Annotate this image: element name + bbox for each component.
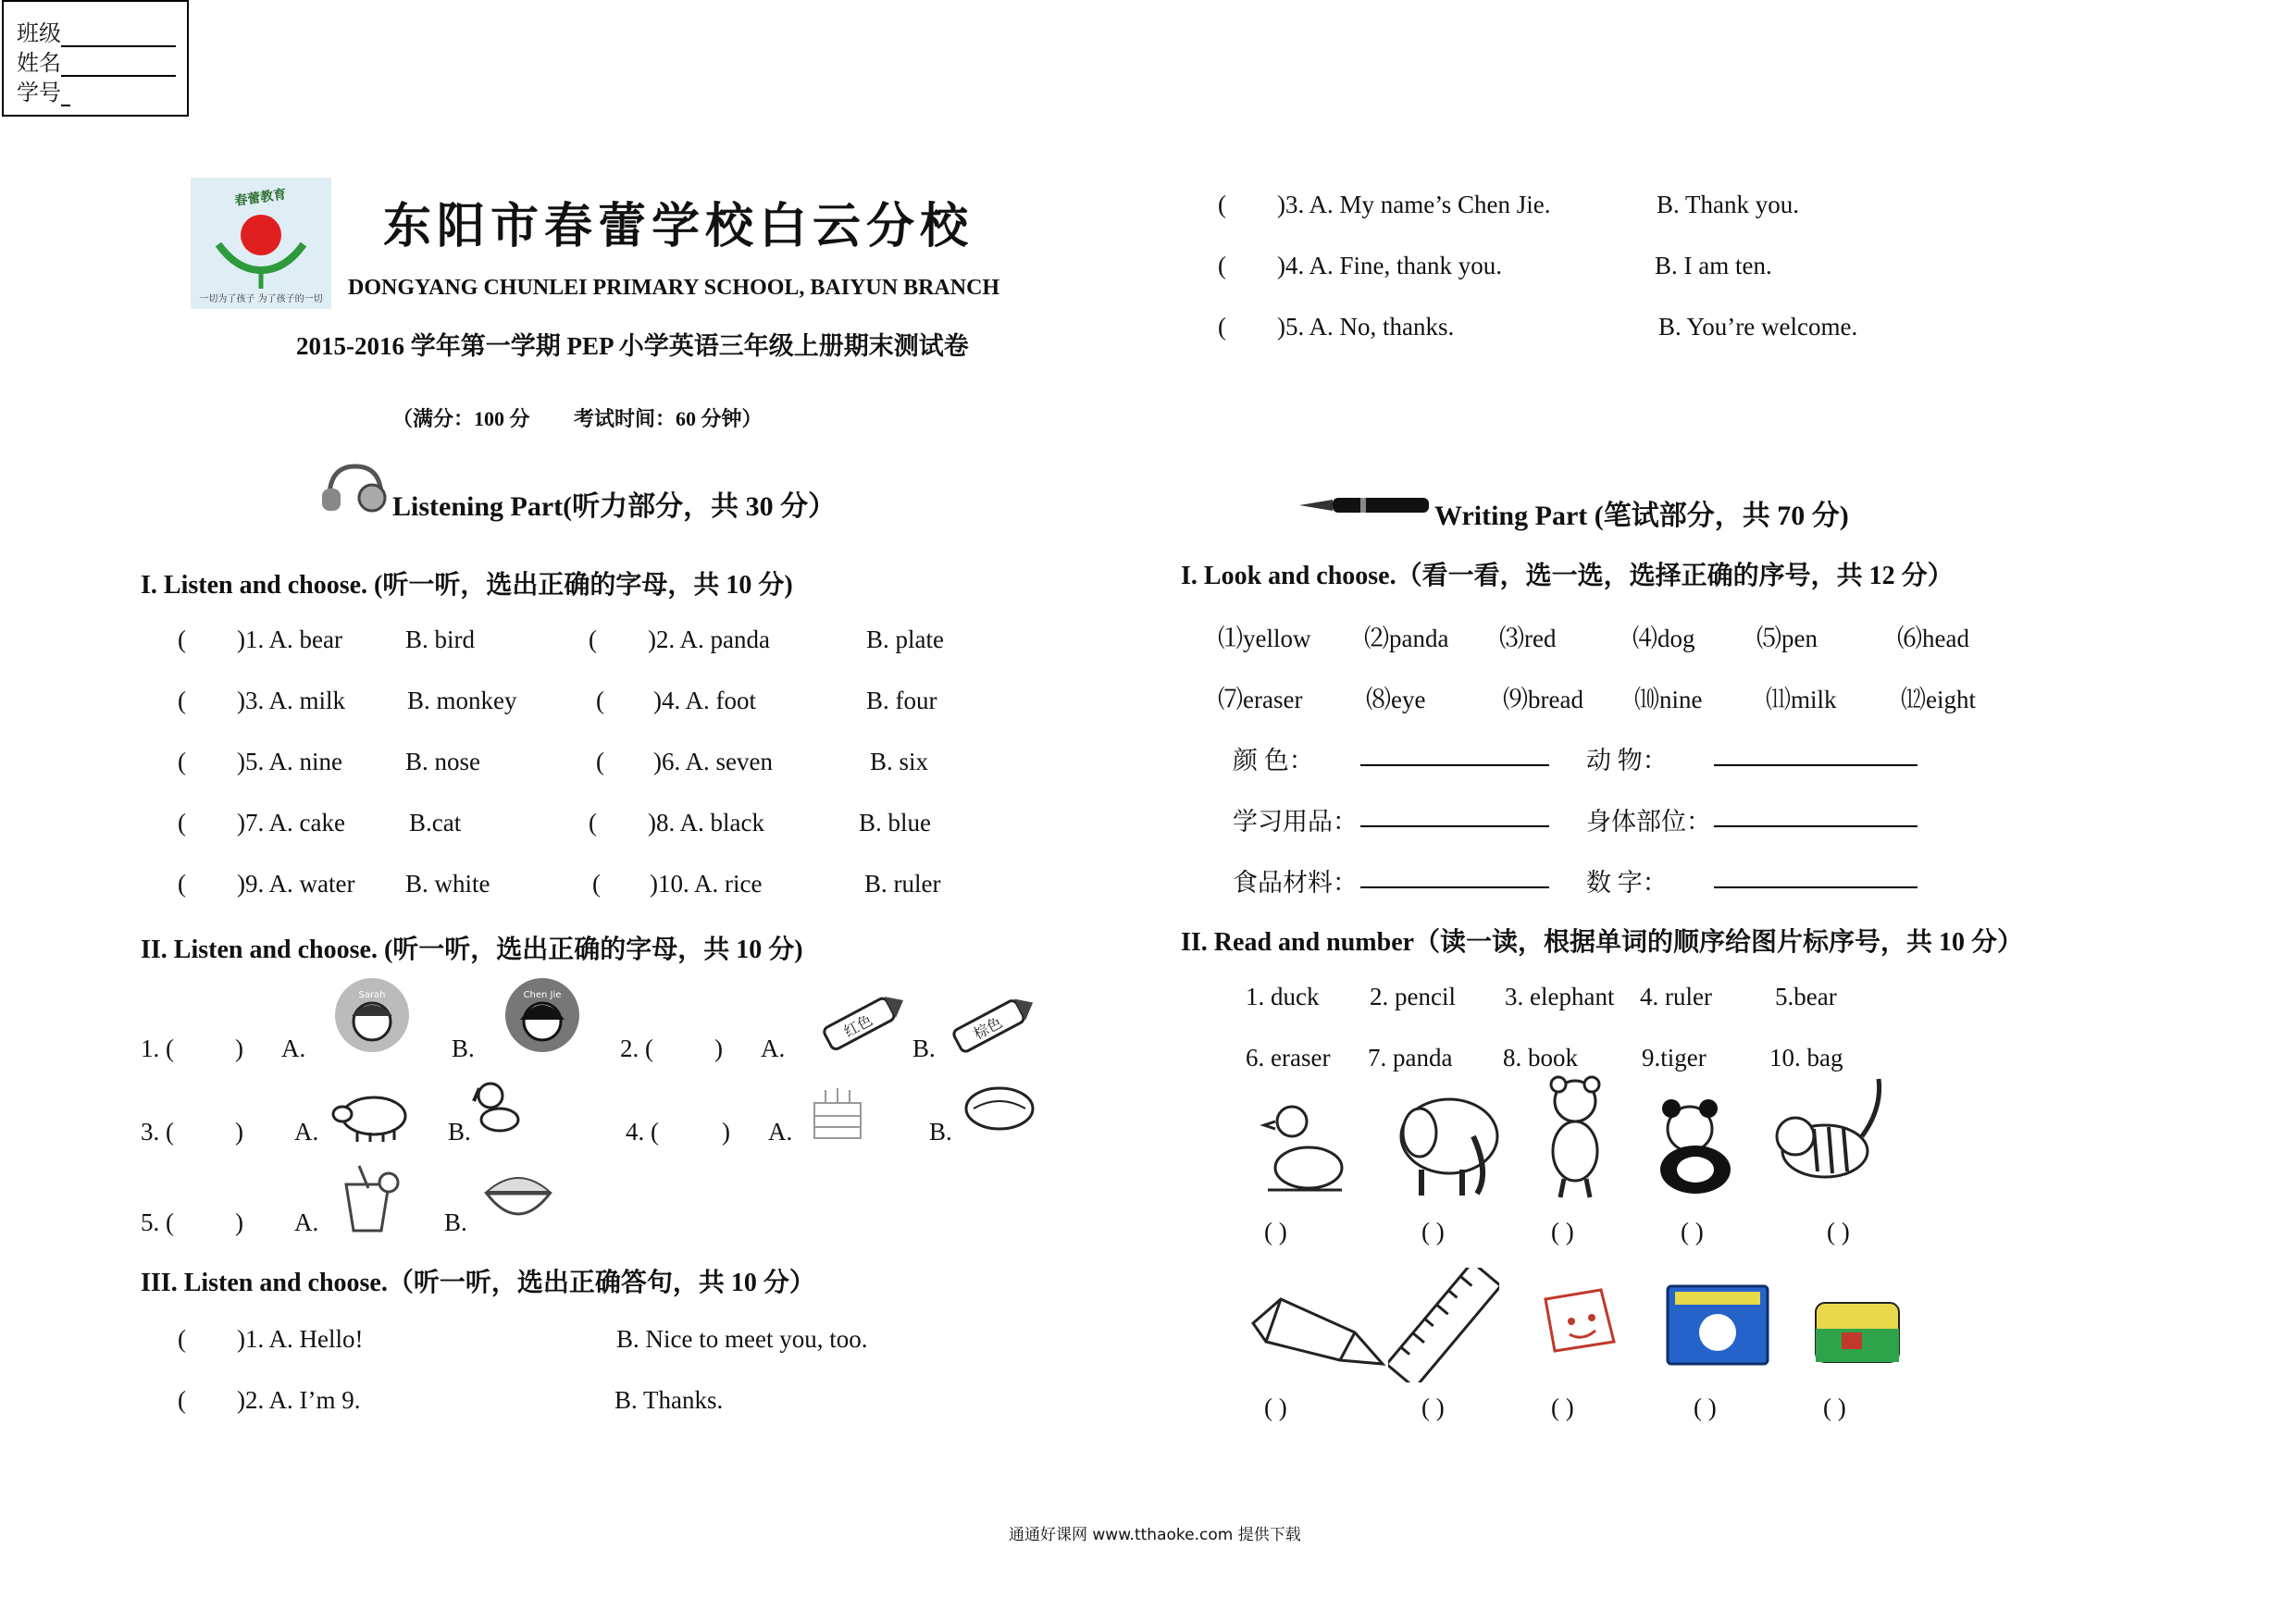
crayon-brown-text: 棕色 <box>970 1013 1006 1044</box>
crayon-red-text: 红色 <box>840 1010 875 1041</box>
s1-q1: )1. A. bear <box>237 626 342 653</box>
pig-picture <box>329 1088 413 1144</box>
paren-open: ( <box>178 687 186 714</box>
s3-q1-a: )1. A. Hello! <box>237 1325 364 1353</box>
word-2: ⑵panda <box>1364 625 1449 652</box>
s3-q1-b: B. Nice to meet you, too. <box>616 1325 868 1353</box>
s1-q2: )2. A. panda <box>648 626 770 653</box>
s2-q4-label: 4. ( <box>626 1118 659 1146</box>
s3-q2-b: B. Thanks. <box>614 1386 724 1414</box>
brown-crayon-picture <box>940 992 1044 1057</box>
writing-heading: Writing Part (笔试部分，共 70 分) <box>1434 501 1849 531</box>
class-field[interactable] <box>17 15 176 47</box>
s1-q4-b: B. four <box>866 687 937 714</box>
word-8: ⑻eye <box>1366 686 1426 713</box>
chen-jie-name-text: Chen Jie <box>523 990 562 1000</box>
paren-close: ) <box>235 1118 243 1146</box>
option-b: B. <box>912 1035 936 1062</box>
headphones-icon <box>320 461 391 514</box>
red-crayon-picture <box>811 990 912 1055</box>
option-a: A. <box>768 1118 793 1146</box>
pen-icon <box>1296 490 1431 520</box>
s3-q5-a: )5. A. No, thanks. <box>1277 313 1455 341</box>
number-word-8: 8. book <box>1503 1044 1578 1072</box>
option-a: A. <box>281 1035 306 1062</box>
category-school-label: 学习用品： <box>1233 808 1358 836</box>
paren-open: ( <box>178 870 186 898</box>
s1-q7: )7. A. cake <box>237 809 345 836</box>
option-b: B. <box>448 1118 471 1146</box>
school-name-en: DONGYANG CHUNLEI PRIMARY SCHOOL, BAIYUN BRANCH <box>348 276 1000 300</box>
ruler-picture <box>1388 1268 1499 1382</box>
s2-q2-label: 2. ( <box>620 1035 653 1062</box>
answer-paren[interactable]: ( ) <box>1264 1394 1287 1421</box>
s3-q3-a: )3. A. My name’s Chen Jie. <box>1277 191 1551 218</box>
bear-picture <box>1536 1072 1614 1201</box>
option-b: B. <box>444 1208 467 1236</box>
rice-picture <box>481 1168 555 1229</box>
time-info: 考试时间：60 分钟） <box>574 407 763 430</box>
juice-picture <box>335 1162 402 1234</box>
s1-q5: )5. A. nine <box>237 748 342 775</box>
student-info-box <box>2 0 189 117</box>
category-number-line[interactable] <box>1714 886 1917 888</box>
word-10: ⑽nine <box>1634 686 1703 713</box>
listening-s3-title: III. Listen and choose.（听一听，选出正确答句，共 10 分） <box>141 1269 815 1297</box>
score-info: （满分：100 分 <box>392 407 530 430</box>
paren-close: ) <box>235 1035 243 1062</box>
bread-picture <box>962 1084 1036 1133</box>
s2-q1-label: 1. ( <box>141 1035 174 1062</box>
category-animal-label: 动 物： <box>1586 747 1668 774</box>
s1-q3-b: B. monkey <box>407 687 517 714</box>
s1-q9: )9. A. water <box>237 870 355 898</box>
s3-q2-a: )2. A. I’m 9. <box>237 1386 361 1414</box>
paren-close: ) <box>722 1118 730 1146</box>
tiger-picture <box>1769 1072 1893 1194</box>
answer-paren[interactable]: ( ) <box>1827 1218 1850 1245</box>
paren-open: ( <box>589 809 597 836</box>
word-7: ⑺eraser <box>1218 686 1303 713</box>
logo-motto: 一切为了孩子 为了孩子的一切 <box>199 294 323 304</box>
answer-paren[interactable]: ( ) <box>1551 1394 1574 1421</box>
s3-q5-b: B. You’re welcome. <box>1658 313 1858 341</box>
word-6: ⑹head <box>1897 625 1969 652</box>
number-word-9: 9.tiger <box>1642 1044 1706 1072</box>
paren-open: ( <box>1218 191 1226 218</box>
paren-open: ( <box>178 1386 186 1414</box>
s1-q8-b: B. blue <box>859 809 931 836</box>
bag-picture <box>1810 1288 1905 1368</box>
answer-paren[interactable]: ( ) <box>1421 1394 1445 1421</box>
listening-heading: Listening Part(听力部分，共 30 分） <box>392 491 837 522</box>
number-word-6: 6. eraser <box>1246 1044 1331 1072</box>
category-color-line[interactable] <box>1360 764 1549 766</box>
option-a: A. <box>294 1118 319 1146</box>
paren-close: ) <box>235 1208 243 1236</box>
s1-q10-b: B. ruler <box>864 870 941 898</box>
paren-open: ( <box>596 687 604 714</box>
listening-s2-title: II. Listen and choose. (听一听，选出正确的字母，共 10 分) <box>141 935 803 964</box>
panda-picture <box>1644 1096 1747 1199</box>
chen-jie-picture <box>500 975 585 1055</box>
paren-open: ( <box>1218 252 1226 279</box>
word-12: ⑿eight <box>1901 686 1976 713</box>
duck-picture <box>1259 1090 1351 1201</box>
s1-q7-b: B.cat <box>409 809 462 836</box>
class-label: 班级 <box>17 22 61 46</box>
paren-open: ( <box>592 870 601 898</box>
paren-close: ) <box>714 1035 723 1062</box>
dog-picture <box>468 1079 524 1138</box>
word-11: ⑾milk <box>1766 686 1837 713</box>
s1-q5-b: B. nose <box>405 748 480 775</box>
number-word-1: 1. duck <box>1246 983 1320 1010</box>
number-word-10: 10. bag <box>1769 1044 1843 1072</box>
number-word-3: 3. elephant <box>1505 983 1615 1010</box>
exam-title: 2015-2016 学年第一学期 PEP 小学英语三年级上册期末测试卷 <box>296 332 969 360</box>
answer-paren[interactable]: ( ) <box>1551 1218 1574 1245</box>
s2-q5-label: 5. ( <box>141 1208 174 1236</box>
s3-q4-a: )4. A. Fine, thank you. <box>1277 252 1502 279</box>
answer-paren[interactable]: ( ) <box>1823 1394 1846 1421</box>
s1-q2-b: B. plate <box>866 626 944 653</box>
listening-s1-title: I. Listen and choose. (听一听，选出正确的字母，共 10 分) <box>141 571 793 600</box>
word-1: ⑴yellow <box>1218 625 1311 652</box>
sarah-name-text: Sarah <box>358 990 386 1000</box>
number-label: 学号 <box>17 81 61 105</box>
category-food-label: 食品材料： <box>1233 869 1358 897</box>
s1-q10: )10. A. rice <box>650 870 763 898</box>
answer-paren[interactable]: ( ) <box>1681 1218 1704 1245</box>
answer-paren[interactable]: ( ) <box>1694 1394 1717 1421</box>
category-animal-line[interactable] <box>1714 764 1917 766</box>
book-picture <box>1660 1281 1775 1369</box>
number-word-4: 4. ruler <box>1640 983 1712 1010</box>
number-field[interactable] <box>17 74 70 106</box>
category-body-line[interactable] <box>1714 825 1917 827</box>
paren-open: ( <box>178 748 186 775</box>
paren-open: ( <box>178 1325 186 1353</box>
s3-q4-b: B. I am ten. <box>1655 252 1772 279</box>
option-b: B. <box>452 1035 475 1062</box>
option-a: A. <box>761 1035 786 1062</box>
s3-q3-b: B. Thank you. <box>1657 191 1799 218</box>
answer-paren[interactable]: ( ) <box>1421 1218 1445 1245</box>
s1-q8: )8. A. black <box>648 809 764 836</box>
eraser-picture <box>1518 1277 1638 1377</box>
paren-open: ( <box>589 626 597 653</box>
category-number-label: 数 字： <box>1586 869 1668 897</box>
cake-picture <box>805 1077 870 1144</box>
logo-top-text: 春蕾教育 <box>233 187 288 209</box>
school-name-cn: 东阳市春蕾学校白云分校 <box>383 198 974 254</box>
option-b: B. <box>929 1118 952 1146</box>
category-food-line[interactable] <box>1360 886 1549 888</box>
paren-open: ( <box>178 809 186 836</box>
s1-q1-b: B. bird <box>405 626 476 653</box>
s1-q9-b: B. white <box>405 870 490 898</box>
word-9: ⑼bread <box>1503 686 1583 713</box>
word-4: ⑷dog <box>1632 625 1695 652</box>
name-label: 姓名 <box>17 52 61 76</box>
number-word-5: 5.bear <box>1775 983 1837 1010</box>
answer-paren[interactable]: ( ) <box>1264 1218 1287 1245</box>
paren-open: ( <box>178 626 186 653</box>
s1-q4: )4. A. foot <box>653 687 756 714</box>
number-word-2: 2. pencil <box>1370 983 1456 1010</box>
footer-text: 通通好课网 www.tthaoke.com 提供下载 <box>1009 1526 1301 1544</box>
category-school-line[interactable] <box>1360 825 1549 827</box>
pencil-picture <box>1244 1286 1388 1379</box>
s1-q6: )6. A. seven <box>653 748 773 775</box>
sarah-picture <box>329 975 415 1055</box>
s1-q6-b: B. six <box>870 748 929 775</box>
word-5: ⑸pen <box>1756 625 1818 652</box>
paren-open: ( <box>1218 313 1226 341</box>
writing-s2-title: II. Read and number（读一读，根据单词的顺序给图片标序号，共 10 分） <box>1181 928 2024 957</box>
s2-q3-label: 3. ( <box>141 1118 174 1146</box>
paren-open: ( <box>596 748 604 775</box>
school-logo <box>191 178 331 309</box>
writing-s1-title: I. Look and choose.（看一看，选一选，选择正确的序号，共 12 分） <box>1181 562 1954 590</box>
category-body-label: 身体部位： <box>1586 808 1711 836</box>
category-color-label: 颜 色： <box>1233 747 1314 774</box>
elephant-picture <box>1388 1081 1514 1201</box>
s1-q3: )3. A. milk <box>237 687 346 714</box>
option-a: A. <box>294 1208 319 1236</box>
number-word-7: 7. panda <box>1368 1044 1453 1072</box>
name-field[interactable] <box>17 44 176 77</box>
word-3: ⑶red <box>1499 625 1557 652</box>
